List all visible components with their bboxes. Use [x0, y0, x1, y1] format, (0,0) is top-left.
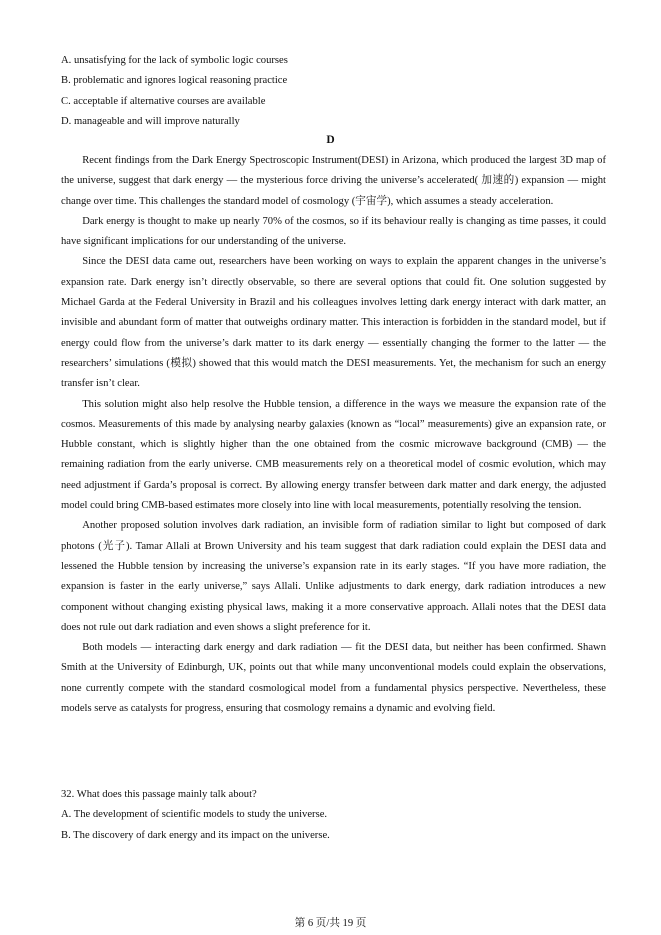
paragraph-3: Since the DESI data came out, researchers have been working on ways to explain the apparent changes in the universe’s expansion rate. Dark energy isn’t directly observable, so there are several options that could fit. One solution suggested by Michael Garda at the Federal University in Brazil and his colleagues involves letting dark energy interact with dark matter, an invisible and abundant form of matter that outweighs ordinary matter. This interaction is forbidden in the standard model, but if energy could flow from the universe’s dark matter to its dark energy — essentially changing the former to the latter — the researchers’ simulations (模拟) showed that this would match the DESI measurements. Yet, the mechanism for such an energy transfer isn’t clear.	[61, 256, 606, 390]
section-heading: D	[326, 134, 335, 146]
previous-question-options	[61, 51, 606, 132]
paragraph-1: Recent findings from the Dark Energy Spectroscopic Instrument(DESI) in Arizona, which produced the largest 3D map of the universe, suggest that dark energy — the mysterious force driving the universe’s accelerated( 加速的) expansion — might change over time. This challenges the standard model of cosmology (宇宙学), which assumes a steady acceleration.	[61, 155, 606, 207]
paragraph-6: Both models — interacting dark energy and dark radiation — fit the DESI data, but neither has been confirmed. Shawn Smith at the University of Edinburgh, UK, points out that while many unconventional models could explain the observations, none currently compete with the standard cosmological model from a fundamental physics perspective. Nevertheless, these models serve as catalysts for progress, ensuring that cosmology remains a dynamic and evolving field.	[61, 642, 606, 715]
page-number-footer: 第 6 页/共 19 页	[294, 918, 367, 929]
option-c: C. acceptable if alternative courses are available	[61, 95, 266, 107]
paragraph-2: Dark energy is thought to make up nearly 70% of the cosmos, so if its behaviour really is changing as time passes, it could have significant implications for our understanding of the universe.	[61, 215, 606, 248]
paragraph-4: This solution might also help resolve the Hubble tension, a difference in the ways we measure the expansion rate of the cosmos. Measurements of this made by analysing nearby galaxies (known as “local” measurements) give an expansion rate, or Hubble constant, which is slightly higher than the one obtained from the cosmic microwave background (CMB) — the remaining radiation from the early universe. CMB measurements rely on a theoretical model of cosmic evolution, which may need adjustment if Garda’s proposal is correct. By allowing energy transfer between dark matter and dark energy, the adjusted model could bring CMB-based estimates more closely into line with local measurements, potentially resolving the tension.	[61, 398, 606, 512]
paragraph-5: Another proposed solution involves dark radiation, an invisible form of radiation similar to light but composed of dark photons (光子). Tamar Allali at Brown University and his team suggest that dark radiation could explain the DESI data and lessened the Hubble tension by increasing the universe’s expansion rate in its early stages. “If you have more radiation, the expansion is faster in the early universe,” says Allali. Unlike adjustments to dark energy, dark radiation introduces a new component without changing existing physical laws, making it a more conservative approach. Allali notes that the DESI data does not rule out dark radiation and even shows a slight preference for it.	[61, 520, 606, 633]
question-option-b: B. The discovery of dark energy and its impact on the universe.	[61, 829, 330, 841]
option-a: A. unsatisfying for the lack of symbolic logic courses	[61, 55, 288, 66]
question-option-a: A. The development of scientific models to study the universe.	[61, 809, 328, 821]
reading-passage	[61, 151, 606, 719]
question-stem: 32. What does this passage mainly talk about?	[61, 789, 257, 800]
question-32	[61, 785, 606, 846]
option-b: B. problematic and ignores logical reasoning practice	[61, 75, 288, 87]
option-d: D. manageable and will improve naturally	[61, 115, 240, 127]
